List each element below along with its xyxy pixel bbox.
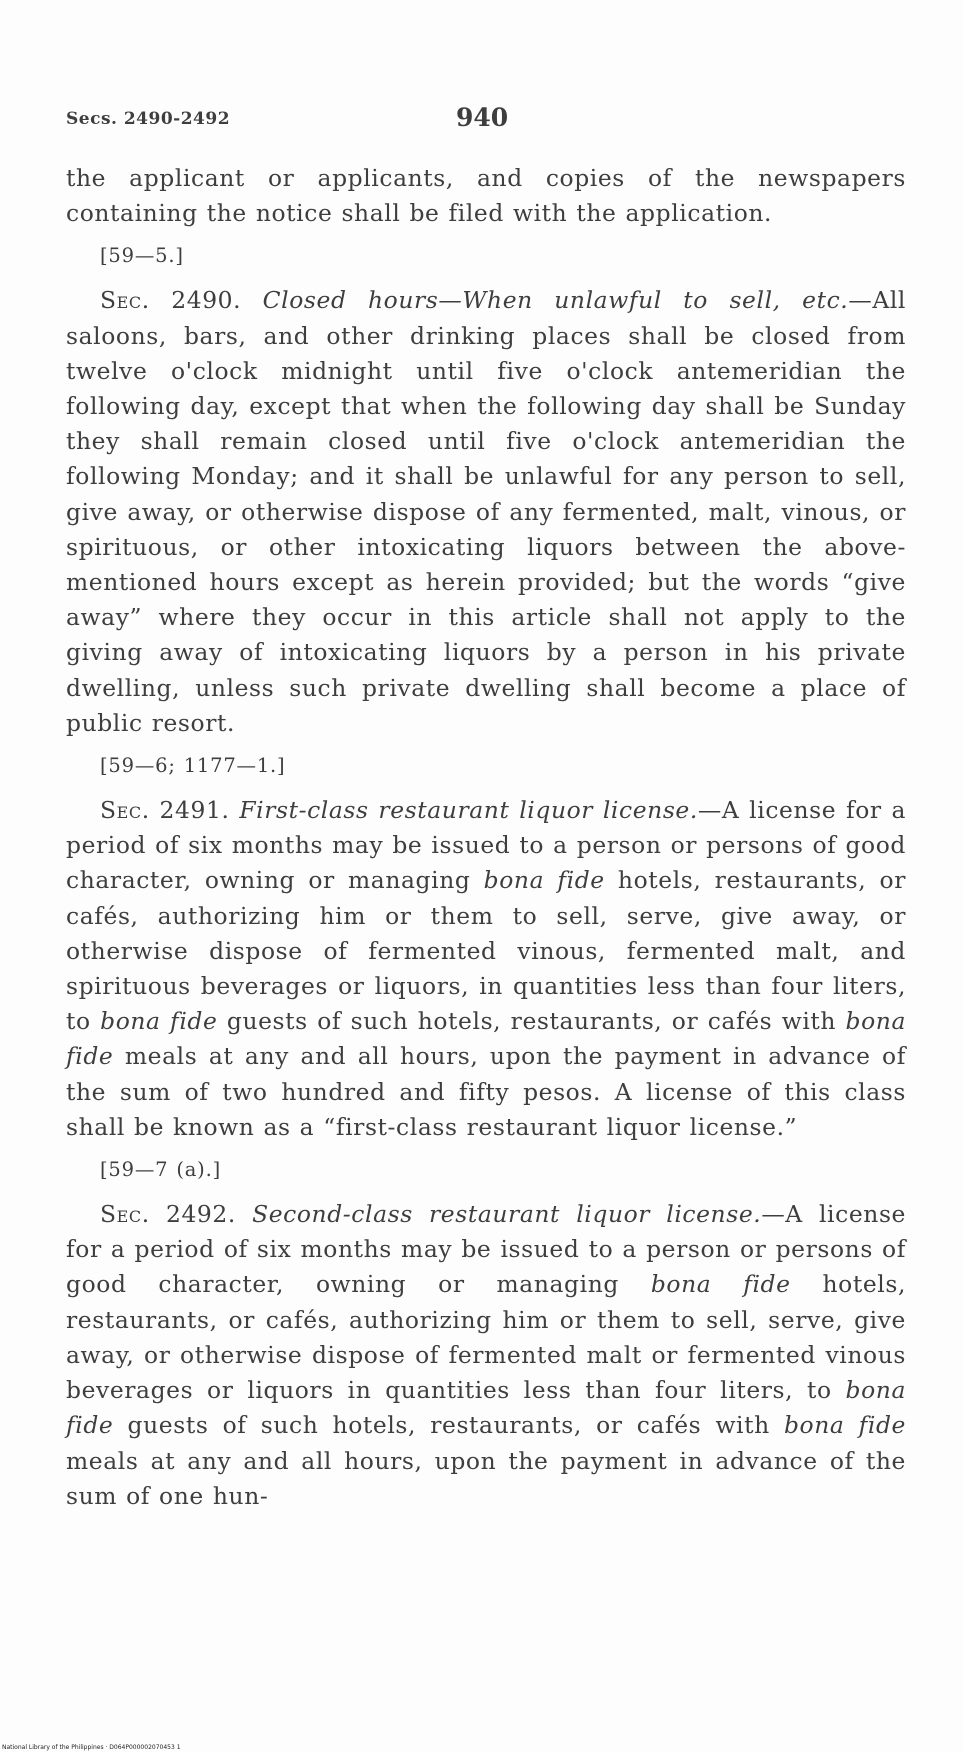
section-title: First-class restaurant liquor license. <box>239 796 698 825</box>
section-body-text: meals at any and all hours, upon the payment in advance of the sum of two hundred and fifty pesos. A license of this class shall be known as a “first-class restaurant liquor license.” <box>66 1042 906 1141</box>
citation: [59—7 (a).] <box>100 1158 221 1182</box>
section-body-text: guests of such hotels, restaurants, or cafés with <box>113 1411 784 1440</box>
citation: [59—5.] <box>100 244 184 268</box>
italic-phrase: bona fide <box>66 1376 906 1440</box>
citation: [59—6; 1177—1.] <box>100 754 286 778</box>
section-label: Sec. 2490. <box>100 286 242 315</box>
section-body-text: —A license for a period of six months may be issued to a person or persons of good character, owning or managing <box>66 796 907 895</box>
section-body-text: —A license for a period of six months may be issued to a person or persons of good character, owning or managing <box>66 1200 906 1299</box>
italic-phrase: bona fide <box>483 866 605 895</box>
section-body-text: guests of such hotels, restaurants, or cafés with <box>217 1007 846 1036</box>
section-label: Sec. 2491. <box>100 796 230 825</box>
italic-phrase: bona fide <box>100 1007 218 1036</box>
section-range: Secs. 2490-2492 <box>66 109 231 129</box>
section-body: —All saloons, bars, and other drinking places shall be closed from twelve o'clock midnight until five o'clock antemeridian the following day, except that when the following day shall be Sunday they shall remain closed until five o'clock antemeridian the following Monday; and it shall be unlawful for any person to sell, give away, or otherwise dispose of any fermented, malt, vinous, or spirituous, or other intoxicating liquors between the above-mentioned hours except as herein provided; but the words “give away” where they occur in this article shall not apply to the giving away of intoxicating liquors by a person in his private dwelling, unless such private dwelling shall become a place of public resort. <box>66 286 906 737</box>
archive-footer: National Library of the Philippines · D064P000002070453 1 <box>2 1744 181 1751</box>
section-body-text: meals at any and all hours, upon the payment in advance of the sum of one hun- <box>66 1446 906 1510</box>
section-2492 <box>66 1197 906 1514</box>
italic-phrase: bona fide <box>783 1411 906 1440</box>
section-body-text: hotels, restaurants, or cafés, authorizing him or them to sell, serve, give away, or otherwise dispose of fermented malt or fermented vinous beverages or liquors in quantities less than four liters, to <box>66 1270 906 1405</box>
section-2491 <box>66 793 906 1145</box>
section-title: Second-class restaurant liquor license. <box>252 1200 762 1229</box>
page-body <box>66 161 906 1514</box>
italic-phrase: bona fide <box>66 1007 906 1071</box>
section-label: Sec. 2492. <box>100 1200 236 1229</box>
section-2490 <box>66 283 906 741</box>
page-number: 940 <box>456 103 509 132</box>
section-body-text: hotels, restaurants, or cafés, authorizing him or them to sell, serve, give away, or otherwise dispose of fermented vinous, fermented malt, and spirituous beverages or liquors, in quantities less than four liters, to <box>66 866 907 1036</box>
italic-phrase: bona fide <box>650 1270 791 1299</box>
page-header <box>66 103 906 139</box>
intro-paragraph: the applicant or applicants, and copies of the newspapers containing the notice shall be filed with the application. <box>66 164 906 228</box>
section-title: Closed hours—When unlawful to sell, etc. <box>262 286 849 315</box>
